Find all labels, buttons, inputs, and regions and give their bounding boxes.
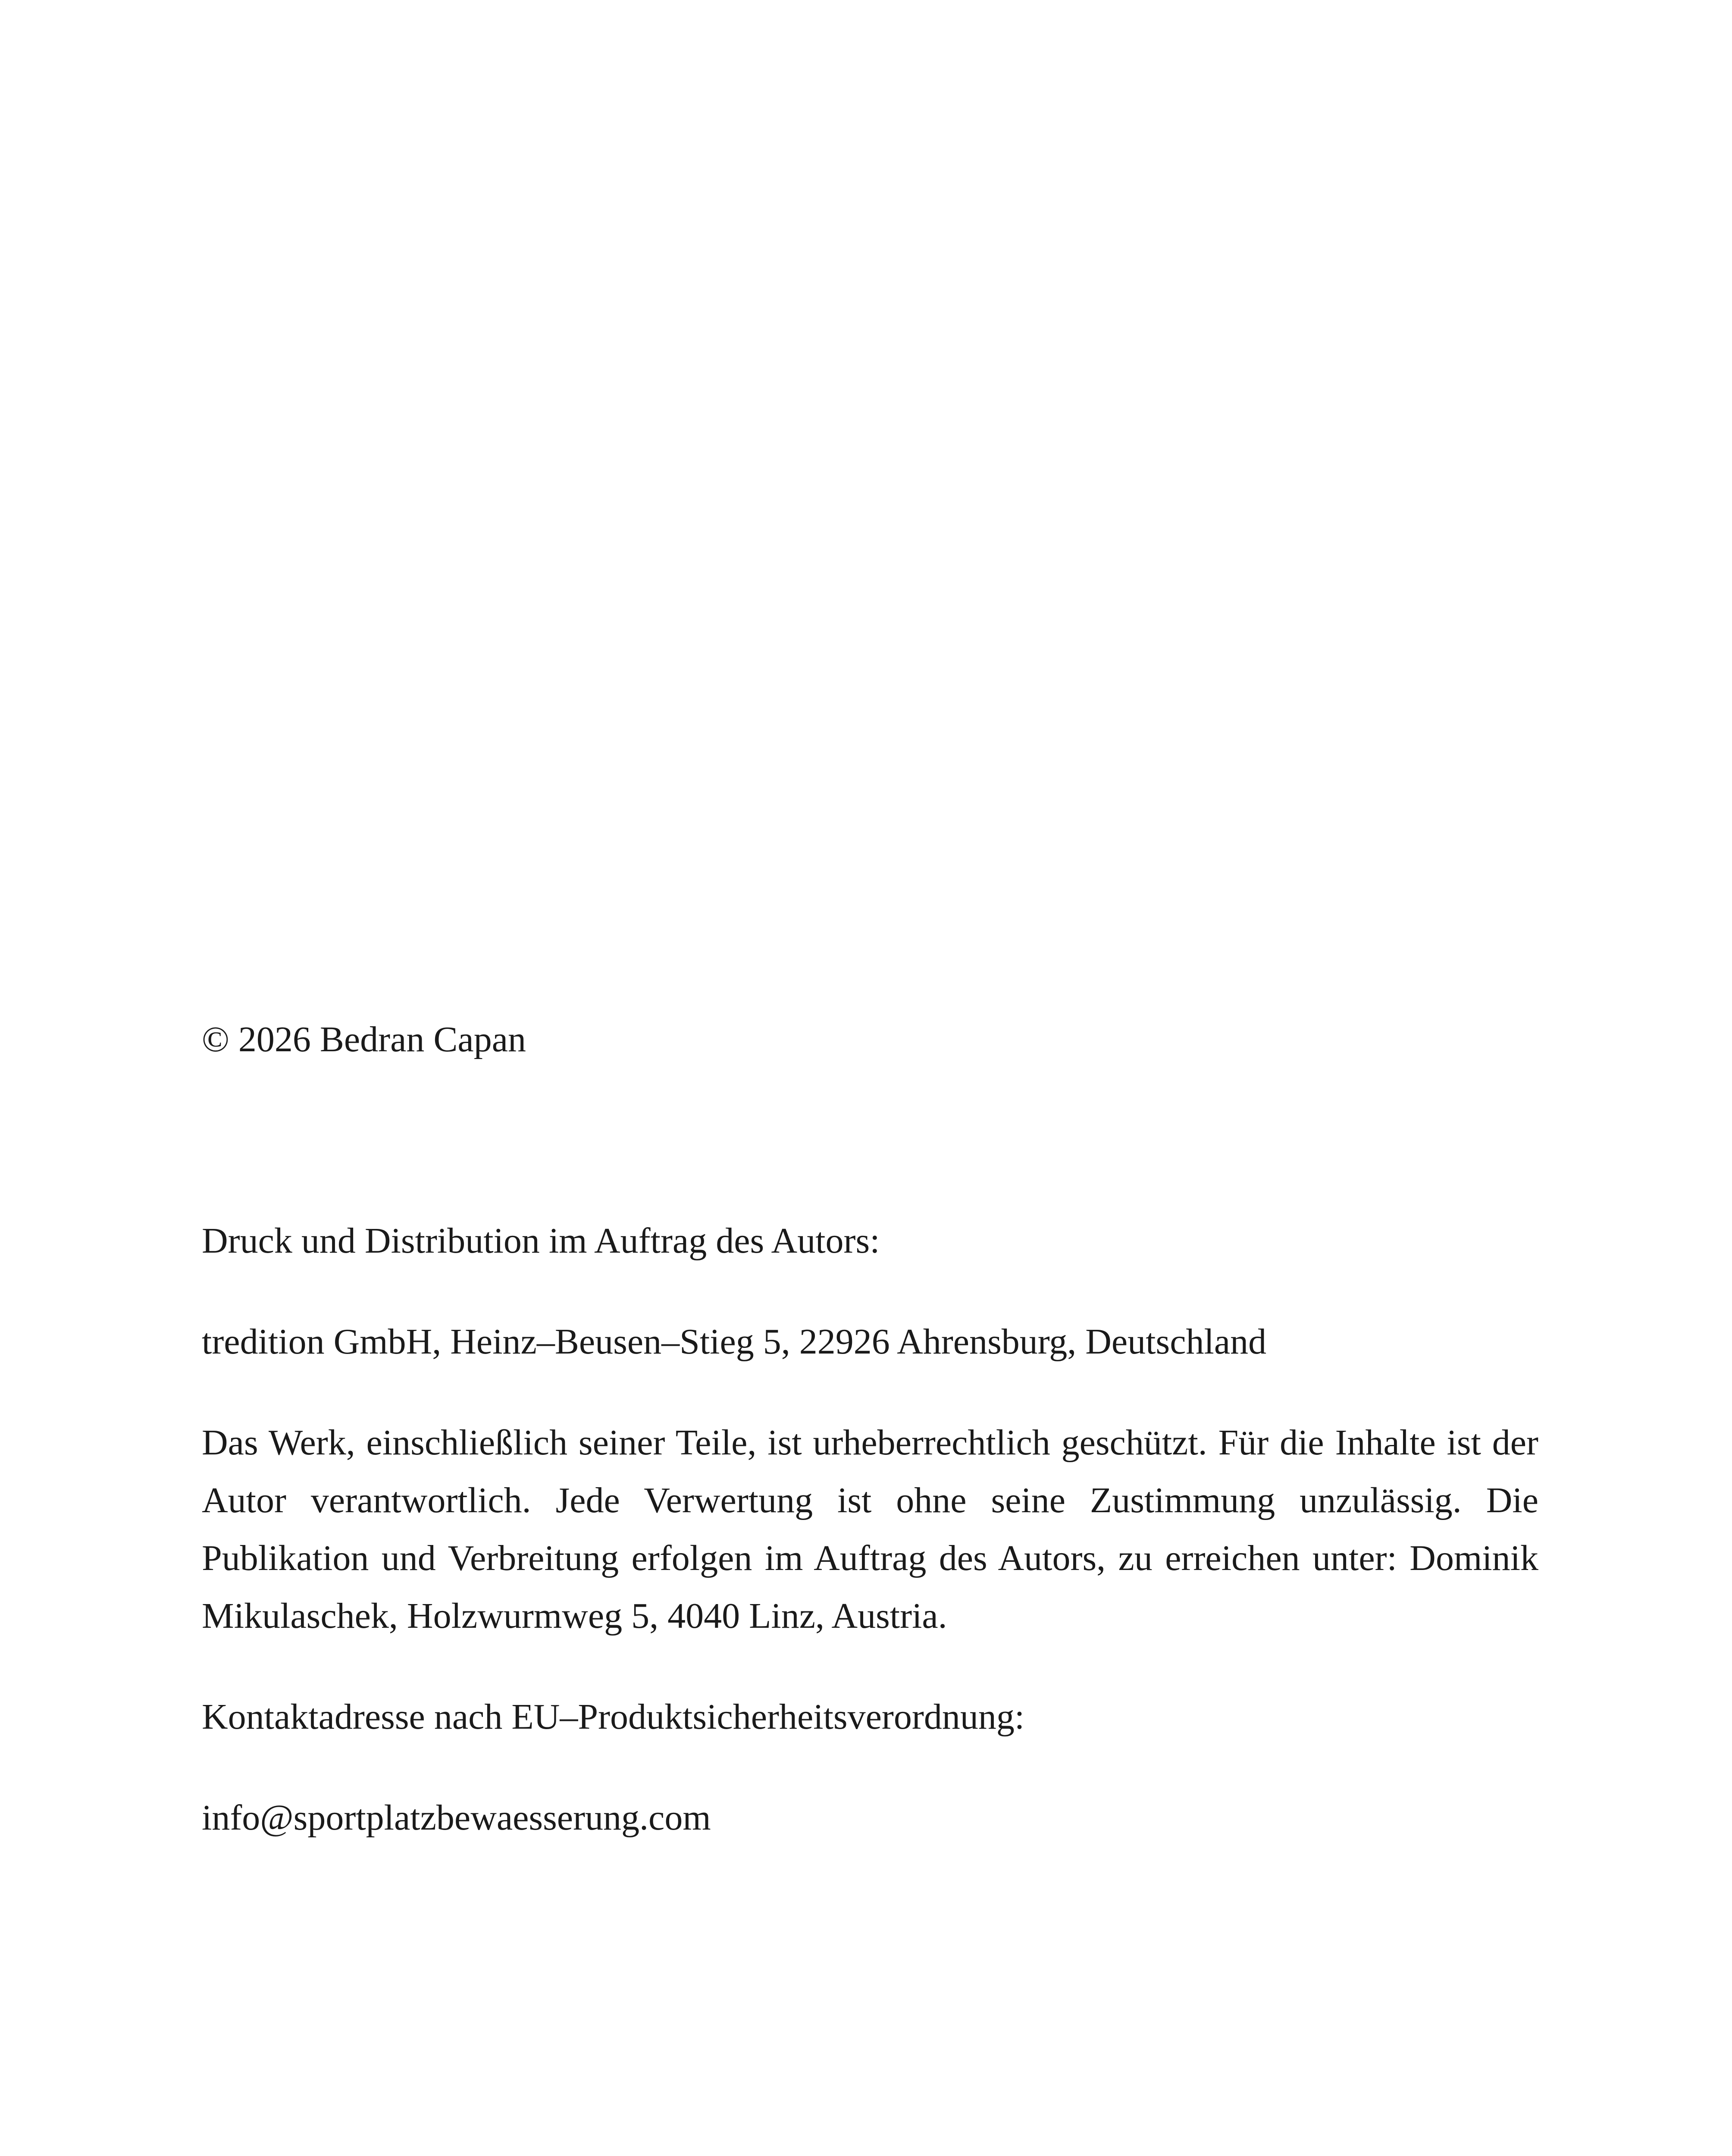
distribution-heading: Druck und Distribution im Auftrag des Autors: [202,1221,880,1261]
publisher-address: tredition GmbH, Heinz–Beusen–Stieg 5, 22926 Ahrensburg, Deutschland [202,1322,1267,1362]
rights-notice: Das Werk, einschließlich seiner Teile, ist urheberrechtlich geschützt. Für die Inhalte ist der Autor verantwortlich. Jede Verwertung ist ohne seine Zustimmung unzulässig. Die Publikation und Verbreitung erfolgen im Auftrag des Autors, zu erreichen unter: Dominik Mikulaschek, Holzwurmweg 5, 4040 Linz, Austria. [202,1423,1538,1636]
copyright-line: © 2026 Bedran Capan [202,1019,526,1059]
contact-email: info@sportplatzbewaesserung.com [202,1798,711,1838]
contact-heading: Kontaktadresse nach EU–Produktsicherheitsverordnung: [202,1697,1025,1737]
imprint-block [202,1212,1538,1847]
